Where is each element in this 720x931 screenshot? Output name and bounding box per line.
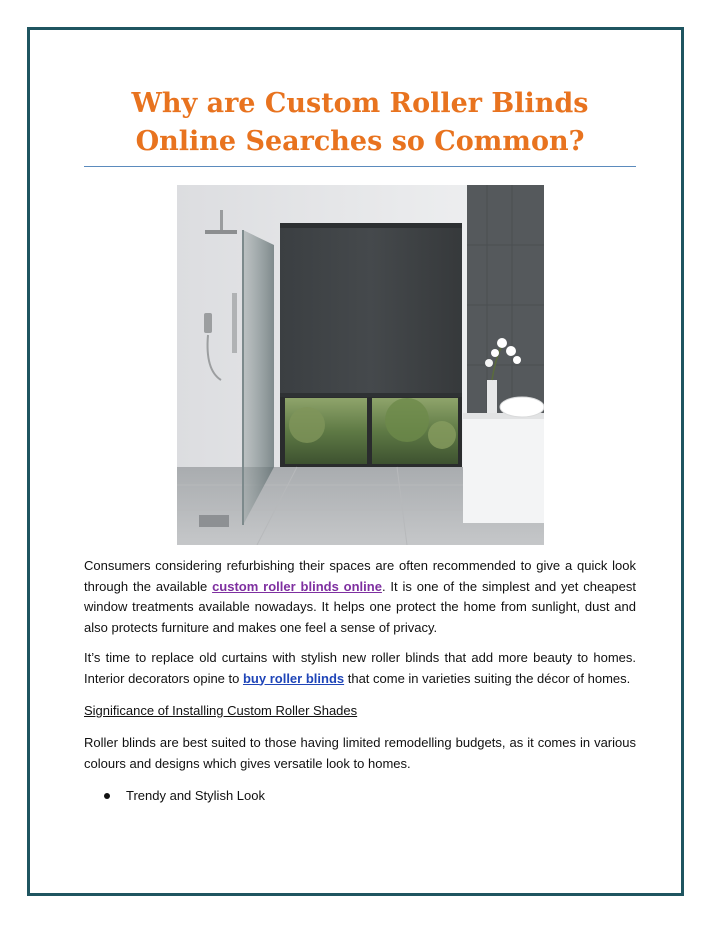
title-underline [84,166,636,167]
section-subheading: Significance of Installing Custom Roller Shades [84,703,358,718]
title-line-2: Online Searches so Common? [135,126,585,157]
second-text-end: that come in varieties suiting the décor of homes. [344,670,631,686]
third-paragraph: Roller blinds are best suited to those having limited remodelling budgets, as it comes in various colours and designs which gives versatile look to homes. [84,735,636,771]
bullet-list [104,786,265,806]
page-title [80,85,640,161]
intro-paragraph [84,556,636,638]
list-item [104,786,265,806]
custom-roller-blinds-link[interactable]: custom roller blinds online [212,578,382,594]
bathroom-roller-blind-photo [177,185,544,545]
second-paragraph [84,648,636,689]
intro-text-end: . It is one of the simplest and yet cheapest window treatments available nowadays. It helps one protect the home from sunlight, dust and also protects furniture and makes one feel a sense of privacy. [84,578,636,635]
bullet-icon [104,793,110,799]
list-item-text: Trendy and Stylish Look [126,788,265,803]
buy-roller-blinds-link[interactable]: buy roller blinds [242,670,345,686]
intro-text-start: Consumers considering refurbishing their spaces are often recommended to give a quick look through the available [84,558,636,594]
title-line-1: Why are Custom Roller Blinds [131,88,589,119]
second-text-start: It’s time to replace old curtains with stylish new roller blinds that add more beauty to homes. Interior decorators opine to [84,650,636,686]
